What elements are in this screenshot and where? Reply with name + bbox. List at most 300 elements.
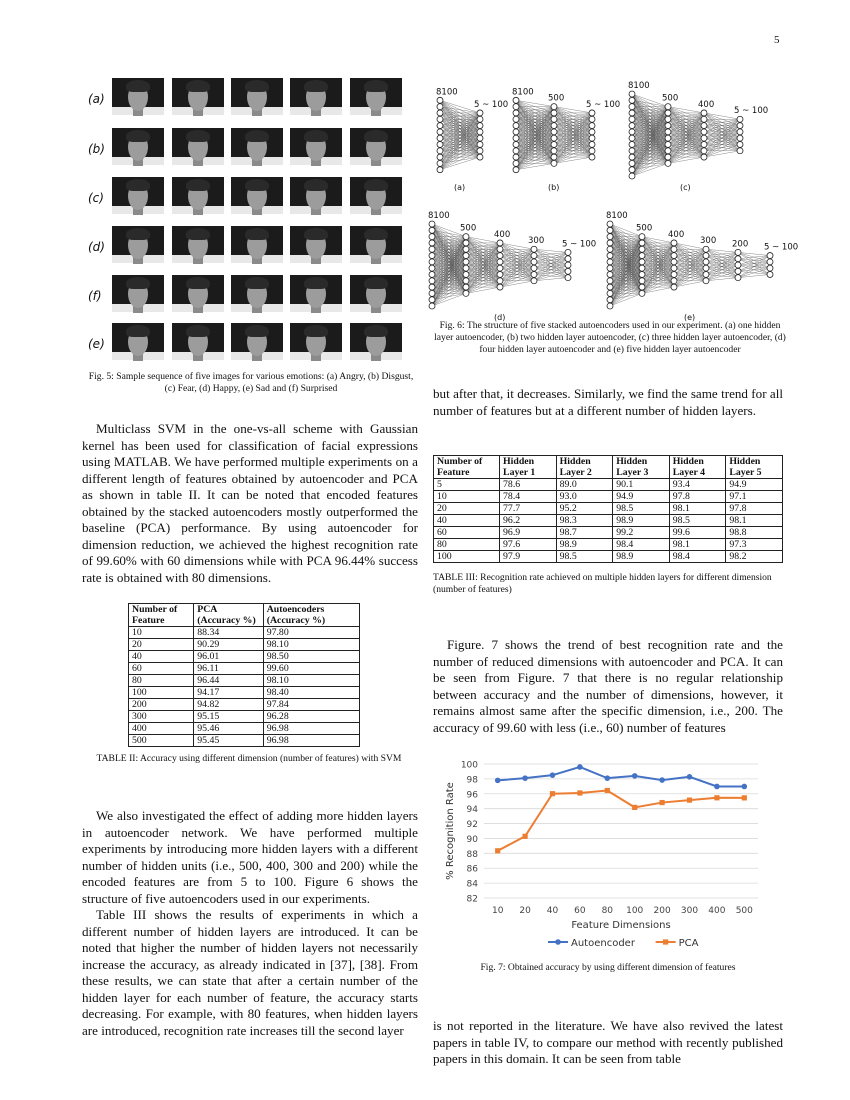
network-node bbox=[437, 141, 443, 147]
table-cell: 95.45 bbox=[194, 735, 263, 747]
layer-size-label: 200 bbox=[732, 239, 749, 250]
network-node bbox=[437, 148, 443, 154]
network-edge bbox=[500, 256, 534, 288]
face-image bbox=[172, 177, 224, 214]
network-edge bbox=[554, 119, 592, 163]
network-node bbox=[565, 268, 571, 274]
network-node bbox=[589, 154, 595, 160]
network-node bbox=[639, 253, 645, 259]
network-node bbox=[735, 262, 741, 268]
network-node bbox=[589, 116, 595, 122]
network-node bbox=[477, 148, 483, 154]
network-node bbox=[665, 148, 671, 154]
data-point-autoencoder bbox=[632, 773, 638, 779]
network-node bbox=[497, 278, 503, 284]
table2-header-cell: Autoencoders (Accuracy %) bbox=[263, 604, 359, 627]
fig5-row-label: (c) bbox=[88, 191, 104, 205]
paragraph-continued: but after that, it decreases. Similarly, we find the same trend for all number of features but at a different number of hidden layers. bbox=[433, 386, 783, 418]
network-node bbox=[513, 148, 519, 154]
network-node bbox=[607, 240, 613, 246]
network-node bbox=[429, 234, 435, 240]
network-node bbox=[629, 123, 635, 129]
network-node bbox=[477, 123, 483, 129]
data-point-pca bbox=[550, 791, 555, 796]
network-node bbox=[629, 173, 635, 179]
face-image bbox=[112, 323, 164, 360]
face-image bbox=[172, 226, 224, 263]
table-cell: 97.8 bbox=[669, 491, 726, 503]
x-tick-label: 100 bbox=[626, 906, 644, 916]
right-paragraph-1 bbox=[433, 386, 783, 419]
x-tick-label: 10 bbox=[491, 906, 504, 916]
network-edge bbox=[440, 157, 480, 170]
table3-header-cell: Hidden Layer 1 bbox=[500, 456, 557, 479]
face-image bbox=[112, 226, 164, 263]
network-node bbox=[607, 259, 613, 265]
table-cell: 90.29 bbox=[194, 639, 263, 651]
network-node bbox=[701, 154, 707, 160]
network-node bbox=[551, 110, 557, 116]
network-node bbox=[703, 265, 709, 271]
network-node bbox=[497, 246, 503, 252]
table-cell: 97.6 bbox=[500, 539, 557, 551]
table-3 bbox=[433, 455, 783, 563]
fig5-row-label: (a) bbox=[88, 92, 105, 106]
table-cell: 80 bbox=[434, 539, 500, 551]
table-row bbox=[434, 491, 783, 503]
face-image bbox=[112, 177, 164, 214]
face-image bbox=[231, 128, 283, 165]
network-node bbox=[437, 123, 443, 129]
face-image bbox=[290, 275, 342, 312]
table-cell: 300 bbox=[129, 711, 194, 723]
paragraph-svm: Multiclass SVM in the one-vs-all scheme with Gaussian kernel has been used for classification of facial expressions using MATLAB. We have performed multiple experiments on a different length of features obtained by autoencoder and PCA as shown in table II. It can be noted that encoded features obtained by the stacked autoencoders mostly outperformed the baseline (PCA) performance. By using autoencoder for dimension reduction, we achieved the highest recognition rate of 99.60% with 60 dimensions while with PCA 96.44% success rate is obtained with 80 dimensions. bbox=[82, 421, 418, 585]
table-cell: 96.11 bbox=[194, 663, 263, 675]
network-node bbox=[437, 160, 443, 166]
network-node bbox=[429, 240, 435, 246]
table-cell: 40 bbox=[434, 515, 500, 527]
layer-size-label: 400 bbox=[668, 229, 685, 240]
network-node bbox=[607, 297, 613, 303]
network-node bbox=[671, 271, 677, 277]
network-node bbox=[463, 284, 469, 290]
table-cell: 100 bbox=[129, 687, 194, 699]
fig5-row-label: (d) bbox=[88, 240, 105, 254]
table-row bbox=[434, 479, 783, 491]
network-node bbox=[639, 271, 645, 277]
table-cell: 94.17 bbox=[194, 687, 263, 699]
network-node bbox=[735, 256, 741, 262]
network-node bbox=[665, 110, 671, 116]
layer-size-label: 5 ~ 100 bbox=[562, 239, 597, 250]
network-node bbox=[701, 148, 707, 154]
network-node bbox=[551, 123, 557, 129]
network-node bbox=[629, 116, 635, 122]
table-row bbox=[129, 723, 360, 735]
x-tick-label: 300 bbox=[680, 906, 699, 916]
network-node bbox=[437, 129, 443, 135]
network-node bbox=[737, 116, 743, 122]
network-edge bbox=[440, 151, 480, 170]
data-point-autoencoder bbox=[714, 784, 720, 790]
y-tick-label: 92 bbox=[466, 820, 478, 831]
table-cell: 100 bbox=[434, 551, 500, 563]
network-node bbox=[551, 116, 557, 122]
network-node bbox=[767, 253, 773, 259]
network-node bbox=[463, 278, 469, 284]
table-cell: 98.40 bbox=[263, 687, 359, 699]
table3-header-cell: Hidden Layer 2 bbox=[556, 456, 613, 479]
table-cell: 400 bbox=[129, 723, 194, 735]
x-tick-label: 400 bbox=[708, 906, 726, 916]
legend-label: Autoencoder bbox=[571, 938, 635, 949]
network-node bbox=[463, 246, 469, 252]
page-number: 5 bbox=[774, 34, 780, 46]
network-node bbox=[463, 234, 469, 240]
table-row bbox=[434, 503, 783, 515]
network-edge bbox=[432, 237, 466, 306]
figure-6-caption: Fig. 6: The structure of five stacked autoencoders used in our experiment. (a) one hidden layer autoencoder, (b) two hidden layer autoencoder, (c) three hidden layer autoencoder, (d) four hidden layer autoencoder and (e) five hidden layer autoencoder bbox=[434, 320, 786, 355]
table3-header-cell: Number of Feature bbox=[434, 456, 500, 479]
network-edge bbox=[642, 287, 674, 293]
face-image bbox=[172, 323, 224, 360]
network-node bbox=[551, 154, 557, 160]
network-node bbox=[565, 262, 571, 268]
table-cell: 90.1 bbox=[613, 479, 670, 491]
network-node bbox=[437, 135, 443, 141]
network-edge bbox=[642, 249, 674, 293]
network-node bbox=[607, 290, 613, 296]
network-node bbox=[477, 141, 483, 147]
x-axis-title: Feature Dimensions bbox=[571, 920, 671, 931]
table3-header-row bbox=[434, 456, 783, 479]
network-node bbox=[671, 284, 677, 290]
x-tick-label: 40 bbox=[546, 906, 559, 916]
table-cell: 94.9 bbox=[613, 491, 670, 503]
layer-size-label: 500 bbox=[548, 93, 565, 104]
table-row bbox=[129, 627, 360, 639]
network-node bbox=[629, 97, 635, 103]
table-cell: 96.28 bbox=[263, 711, 359, 723]
network-node bbox=[437, 167, 443, 173]
table-cell: 95.46 bbox=[194, 723, 263, 735]
y-tick-label: 98 bbox=[466, 775, 478, 786]
network-node bbox=[703, 259, 709, 265]
network-node bbox=[607, 303, 613, 309]
x-tick-label: 80 bbox=[601, 906, 614, 916]
face-image bbox=[112, 128, 164, 165]
layer-size-label: 400 bbox=[494, 229, 511, 240]
network-node bbox=[629, 104, 635, 110]
network-edge bbox=[642, 274, 674, 293]
network-node bbox=[589, 129, 595, 135]
table-cell: 10 bbox=[129, 627, 194, 639]
network-node bbox=[767, 259, 773, 265]
subfigure-label: (d) bbox=[494, 313, 506, 322]
network-node bbox=[565, 256, 571, 262]
network-node bbox=[671, 259, 677, 265]
layer-size-label: 8100 bbox=[606, 211, 628, 221]
network-edge bbox=[704, 151, 740, 157]
figure-6-diagram bbox=[420, 72, 799, 322]
table-cell: 40 bbox=[129, 651, 194, 663]
table-cell: 97.9 bbox=[500, 551, 557, 563]
table-row bbox=[129, 699, 360, 711]
network-node bbox=[429, 284, 435, 290]
table-cell: 98.50 bbox=[263, 651, 359, 663]
table-cell: 10 bbox=[434, 491, 500, 503]
network-edge bbox=[466, 287, 500, 293]
data-point-pca bbox=[577, 790, 582, 795]
network-node bbox=[607, 265, 613, 271]
network-node bbox=[429, 221, 435, 227]
data-point-autoencoder bbox=[659, 777, 665, 783]
y-tick-label: 86 bbox=[466, 864, 478, 875]
network-node bbox=[551, 129, 557, 135]
table-cell: 93.4 bbox=[669, 479, 726, 491]
network-edge bbox=[704, 126, 740, 158]
table-cell: 94.9 bbox=[726, 479, 783, 491]
table-cell: 200 bbox=[129, 699, 194, 711]
network-node bbox=[497, 240, 503, 246]
network-node bbox=[429, 278, 435, 284]
table-row bbox=[129, 663, 360, 675]
table-cell: 96.9 bbox=[500, 527, 557, 539]
table-cell: 98.9 bbox=[613, 551, 670, 563]
network-node bbox=[737, 129, 743, 135]
table-cell: 60 bbox=[129, 663, 194, 675]
network-node bbox=[531, 246, 537, 252]
network-node bbox=[429, 253, 435, 259]
table-cell: 98.10 bbox=[263, 675, 359, 687]
network-node bbox=[589, 135, 595, 141]
network-node bbox=[463, 259, 469, 265]
network-edge bbox=[554, 132, 592, 164]
table-cell: 99.60 bbox=[263, 663, 359, 675]
face-image bbox=[231, 177, 283, 214]
network-node bbox=[629, 135, 635, 141]
subfigure-label: (b) bbox=[548, 183, 560, 192]
network-edge bbox=[668, 119, 704, 163]
table-cell: 500 bbox=[129, 735, 194, 747]
series-line-pca bbox=[498, 791, 745, 851]
face-image bbox=[350, 275, 402, 312]
network-node bbox=[629, 148, 635, 154]
y-tick-label: 90 bbox=[466, 834, 478, 845]
network-edge bbox=[466, 274, 500, 293]
table-cell: 95.2 bbox=[556, 503, 613, 515]
table-row bbox=[129, 639, 360, 651]
face-image bbox=[172, 128, 224, 165]
network-node bbox=[607, 253, 613, 259]
network-node bbox=[701, 141, 707, 147]
network-node bbox=[477, 110, 483, 116]
x-tick-label: 500 bbox=[735, 906, 753, 916]
table-cell: 96.2 bbox=[500, 515, 557, 527]
network-node bbox=[671, 265, 677, 271]
network-node bbox=[429, 297, 435, 303]
table-cell: 98.4 bbox=[613, 539, 670, 551]
table-cell: 60 bbox=[434, 527, 500, 539]
network-node bbox=[629, 154, 635, 160]
y-tick-label: 88 bbox=[466, 849, 478, 860]
network-node bbox=[463, 265, 469, 271]
y-axis-title: % Recognition Rate bbox=[445, 782, 456, 880]
x-tick-label: 60 bbox=[574, 906, 586, 916]
network-node bbox=[429, 246, 435, 252]
network-edge bbox=[440, 138, 480, 170]
layer-size-label: 5 ~ 100 bbox=[586, 99, 621, 110]
network-node bbox=[735, 249, 741, 255]
network-node bbox=[671, 246, 677, 252]
table-3-caption: TABLE III: Recognition rate achieved on multiple hidden layers for different dimension (number of features) bbox=[433, 572, 772, 595]
table-cell: 97.3 bbox=[726, 539, 783, 551]
table-cell: 98.1 bbox=[726, 515, 783, 527]
face-image bbox=[290, 323, 342, 360]
table-cell: 98.5 bbox=[556, 551, 613, 563]
table-cell: 98.3 bbox=[556, 515, 613, 527]
network-node bbox=[477, 116, 483, 122]
network-edge bbox=[642, 262, 674, 294]
legend-label: PCA bbox=[678, 938, 699, 949]
network-node bbox=[513, 110, 519, 116]
layer-size-label: 500 bbox=[460, 223, 477, 234]
paragraph-literature: is not reported in the literature. We have also revived the latest papers in table IV, to compare our method with recently published papers in this domain. It can be seen from table bbox=[433, 1018, 783, 1066]
series-line-autoencoder bbox=[498, 767, 745, 787]
table-cell: 93.0 bbox=[556, 491, 613, 503]
network-node bbox=[589, 148, 595, 154]
data-point-pca bbox=[495, 848, 500, 853]
layer-size-label: 500 bbox=[636, 223, 653, 234]
network-edge bbox=[632, 107, 668, 176]
network-edge bbox=[674, 256, 706, 288]
table-cell: 96.98 bbox=[263, 735, 359, 747]
fig5-row-label: (b) bbox=[88, 142, 105, 156]
table-cell: 20 bbox=[434, 503, 500, 515]
data-point-autoencoder bbox=[577, 764, 583, 770]
network-node bbox=[589, 141, 595, 147]
layer-size-label: 5 ~ 100 bbox=[734, 106, 769, 117]
network-node bbox=[463, 253, 469, 259]
network-node bbox=[665, 160, 671, 166]
network-node bbox=[629, 167, 635, 173]
table2-header-cell: Number of Feature bbox=[129, 604, 194, 627]
network-node bbox=[607, 271, 613, 277]
network-node bbox=[629, 141, 635, 147]
data-point-autoencoder bbox=[550, 772, 556, 778]
network-node bbox=[701, 123, 707, 129]
network-node bbox=[497, 284, 503, 290]
network-node bbox=[639, 246, 645, 252]
network-node bbox=[531, 253, 537, 259]
network-node bbox=[513, 97, 519, 103]
right-paragraph-3 bbox=[433, 1018, 783, 1068]
face-image bbox=[231, 78, 283, 115]
table-row bbox=[129, 711, 360, 723]
network-node bbox=[701, 116, 707, 122]
network-node bbox=[639, 278, 645, 284]
fig5-row-label: (f) bbox=[88, 289, 102, 303]
network-node bbox=[665, 141, 671, 147]
network-node bbox=[639, 240, 645, 246]
network-node bbox=[551, 148, 557, 154]
network-node bbox=[607, 246, 613, 252]
network-edge bbox=[704, 138, 740, 157]
network-node bbox=[551, 160, 557, 166]
network-node bbox=[429, 265, 435, 271]
face-image bbox=[290, 78, 342, 115]
table-cell: 99.2 bbox=[613, 527, 670, 539]
layer-size-label: 8100 bbox=[512, 87, 534, 98]
right-paragraph-2 bbox=[433, 637, 783, 736]
network-edge bbox=[440, 113, 480, 170]
network-node bbox=[565, 275, 571, 281]
face-image bbox=[231, 323, 283, 360]
network-node bbox=[639, 265, 645, 271]
layer-size-label: 5 ~ 100 bbox=[764, 242, 799, 253]
network-node bbox=[497, 253, 503, 259]
face-image bbox=[350, 323, 402, 360]
network-node bbox=[437, 110, 443, 116]
network-node bbox=[767, 271, 773, 277]
layer-size-label: 400 bbox=[698, 99, 715, 110]
table-cell: 80 bbox=[129, 675, 194, 687]
network-node bbox=[513, 141, 519, 147]
network-node bbox=[531, 278, 537, 284]
subfigure-label: (e) bbox=[684, 313, 696, 322]
network-node bbox=[497, 265, 503, 271]
network-node bbox=[671, 240, 677, 246]
network-node bbox=[437, 116, 443, 122]
table-cell: 97.1 bbox=[726, 491, 783, 503]
y-tick-label: 82 bbox=[466, 894, 478, 905]
network-node bbox=[551, 104, 557, 110]
face-image bbox=[350, 177, 402, 214]
table-cell: 95.15 bbox=[194, 711, 263, 723]
network-node bbox=[607, 221, 613, 227]
table-row bbox=[434, 551, 783, 563]
table3-header-cell: Hidden Layer 5 bbox=[726, 456, 783, 479]
table-cell: 20 bbox=[129, 639, 194, 651]
data-point-autoencoder bbox=[605, 775, 611, 781]
table-cell: 78.4 bbox=[500, 491, 557, 503]
network-node bbox=[513, 104, 519, 110]
network-node bbox=[629, 91, 635, 97]
face-image bbox=[290, 177, 342, 214]
network-node bbox=[497, 271, 503, 277]
network-node bbox=[703, 246, 709, 252]
data-point-autoencoder bbox=[495, 778, 501, 784]
network-node bbox=[589, 110, 595, 116]
network-edge bbox=[466, 249, 500, 293]
network-edge bbox=[610, 237, 642, 306]
network-node bbox=[429, 227, 435, 233]
network-node bbox=[701, 110, 707, 116]
table-row bbox=[434, 515, 783, 527]
figure-7-caption: Fig. 7: Obtained accuracy by using different dimension of features bbox=[480, 962, 736, 973]
network-node bbox=[629, 160, 635, 166]
table-cell: 97.8 bbox=[726, 503, 783, 515]
table-cell: 98.10 bbox=[263, 639, 359, 651]
layer-size-label: 8100 bbox=[436, 87, 458, 98]
table-cell: 98.5 bbox=[669, 515, 726, 527]
table-cell: 96.44 bbox=[194, 675, 263, 687]
table-row bbox=[434, 527, 783, 539]
layer-size-label: 8100 bbox=[428, 211, 450, 221]
network-node bbox=[639, 290, 645, 296]
legend-marker bbox=[555, 939, 561, 945]
network-node bbox=[497, 259, 503, 265]
